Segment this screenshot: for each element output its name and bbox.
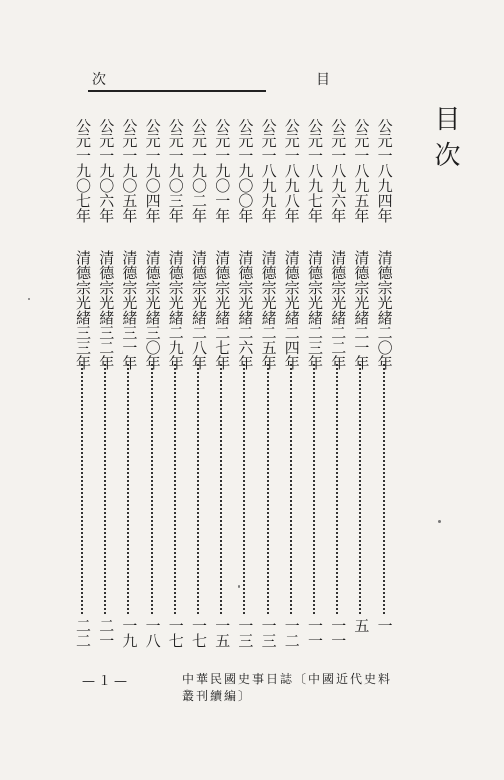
- entry-page-number: 一五: [213, 618, 232, 648]
- dotted-leader: [313, 364, 315, 614]
- header-rule: [88, 90, 266, 92]
- running-header-left: 次: [92, 72, 106, 88]
- publisher-line: 中華民國史事日誌〔中國近代史料叢刊續編〕: [182, 672, 393, 703]
- entry-reign-year: 清德宗光緒二六年: [236, 250, 255, 370]
- entry-reign-year: 清德宗光緒二一年: [352, 250, 371, 370]
- scan-speck: [238, 585, 240, 588]
- entry-gregorian-year: 公元一九〇三年: [166, 118, 185, 223]
- toc-entry[interactable]: [93, 118, 117, 658]
- entry-gregorian-year: 公元一九〇二年: [190, 118, 208, 223]
- entry-gregorian-year: 公元一九〇七年: [74, 118, 92, 223]
- entry-page-number: 一一: [329, 618, 348, 648]
- entry-gregorian-year: 公元一八九八年: [282, 118, 301, 223]
- dotted-leader: [290, 364, 292, 614]
- entry-page-number: 一: [375, 618, 394, 633]
- entry-gregorian-year: 公元一九〇〇年: [236, 118, 255, 223]
- toc-entry[interactable]: [372, 118, 396, 658]
- dotted-leader: [243, 364, 245, 614]
- running-header: [88, 72, 418, 96]
- toc-entry[interactable]: [256, 118, 280, 658]
- toc-entry[interactable]: [186, 118, 210, 658]
- entry-gregorian-year: 公元一八九四年: [375, 118, 394, 223]
- entry-reign-year: 清德宗光緒二八年: [190, 250, 208, 370]
- entry-page-number: 一九: [120, 618, 139, 648]
- dotted-leader: [174, 364, 176, 614]
- dotted-leader: [197, 364, 199, 614]
- entry-reign-year: 清德宗光緒三三年: [74, 250, 92, 370]
- entry-gregorian-year: 公元一八九六年: [329, 118, 348, 223]
- entry-reign-year: 清德宗光緒二三年: [306, 250, 324, 370]
- dotted-leader: [104, 364, 106, 614]
- entry-reign-year: 清德宗光緒二九年: [166, 250, 185, 370]
- entry-gregorian-year: 公元一九〇六年: [97, 118, 116, 223]
- toc-entry[interactable]: [348, 118, 372, 658]
- entry-page-number: 一一: [306, 618, 324, 648]
- entry-page-number: 一八: [143, 618, 162, 648]
- entry-reign-year: 清德宗光緒二四年: [282, 250, 301, 370]
- toc-entries: [70, 118, 400, 658]
- toc-entry[interactable]: [209, 118, 233, 658]
- entry-page-number: 二一: [97, 618, 116, 648]
- toc-entry[interactable]: [279, 118, 303, 658]
- entry-page-number: 五: [352, 618, 371, 633]
- dotted-leader: [220, 364, 222, 614]
- entry-reign-year: 清德宗光緒二〇年: [375, 250, 394, 370]
- toc-entry[interactable]: [163, 118, 187, 658]
- entry-page-number: 一七: [190, 618, 208, 648]
- dotted-leader: [267, 364, 269, 614]
- dotted-leader: [151, 364, 153, 614]
- entry-reign-year: 清德宗光緒三〇年: [143, 250, 162, 370]
- entry-page-number: 一七: [166, 618, 185, 648]
- entry-gregorian-year: 公元一八九五年: [352, 118, 371, 223]
- dotted-leader: [127, 364, 129, 614]
- entry-gregorian-year: 公元一八九九年: [259, 118, 278, 223]
- entry-reign-year: 清德宗光緒三二年: [97, 250, 116, 370]
- toc-entry[interactable]: [70, 118, 94, 658]
- toc-entry[interactable]: [232, 118, 256, 658]
- scan-speck: [28, 298, 30, 300]
- entry-page-number: 一三: [236, 618, 255, 648]
- page-number: —１—: [82, 674, 131, 689]
- scan-speck: [438, 520, 441, 523]
- dotted-leader: [383, 364, 385, 614]
- running-header-right: 目: [316, 72, 330, 88]
- entry-gregorian-year: 公元一九〇五年: [120, 118, 139, 223]
- toc-entry[interactable]: [302, 118, 326, 658]
- page-footer: [70, 670, 400, 703]
- entry-gregorian-year: 公元一八九七年: [306, 118, 324, 223]
- entry-gregorian-year: 公元一九〇一年: [213, 118, 232, 223]
- entry-reign-year: 清德宗光緒二二年: [329, 250, 348, 370]
- entry-gregorian-year: 公元一九〇四年: [143, 118, 162, 223]
- toc-entry[interactable]: [116, 118, 140, 658]
- entry-page-number: 一三: [259, 618, 278, 648]
- entry-reign-year: 清德宗光緒二七年: [213, 250, 232, 370]
- dotted-leader: [81, 364, 83, 614]
- toc-entry[interactable]: [140, 118, 164, 658]
- entry-reign-year: 清德宗光緒二五年: [259, 250, 278, 370]
- entry-reign-year: 清德宗光緒三一年: [120, 250, 139, 370]
- toc-entry[interactable]: [325, 118, 349, 658]
- dotted-leader: [336, 364, 338, 614]
- entry-page-number: 二二: [74, 618, 92, 648]
- page-title: 目次: [430, 105, 460, 177]
- entry-page-number: 一二: [282, 618, 301, 648]
- dotted-leader: [359, 364, 361, 614]
